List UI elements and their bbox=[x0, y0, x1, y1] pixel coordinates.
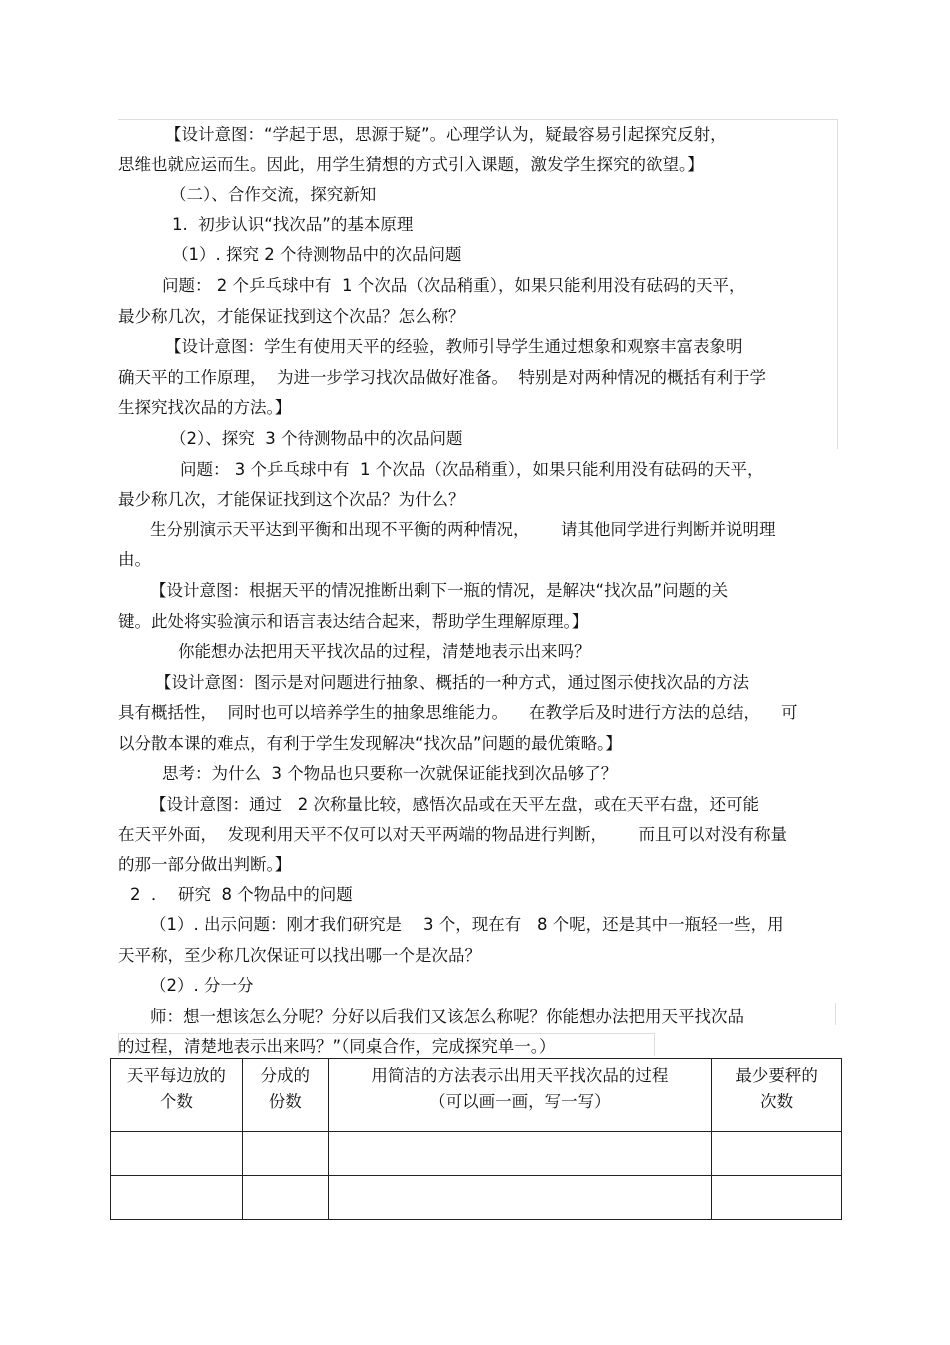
table-cell[interactable] bbox=[328, 1176, 711, 1220]
subsection-heading: （1）. 探究 2 个待测物品中的次品问题 bbox=[172, 245, 462, 264]
worksheet-table bbox=[110, 1058, 842, 1220]
header-cell-min-weighings bbox=[712, 1059, 842, 1132]
header-line: 个数 bbox=[159, 1092, 193, 1111]
subsection-heading: （2）、探究 3 个待测物品中的次品问题 bbox=[170, 429, 463, 448]
text-line: 【设计意图：图示是对问题进行抽象、概括的一种方式，通过图示使找次品的方法 bbox=[155, 673, 749, 692]
header-cell-process bbox=[328, 1059, 711, 1132]
text-line: 思维也就应运而生。因此，用学生猜想的方式引入课题，激发学生探究的欲望。】 bbox=[118, 155, 704, 174]
frame-line-top bbox=[118, 119, 838, 120]
text-line: 最少称几次，才能保证找到这个次品？为什么？ bbox=[118, 490, 465, 509]
text-line: 生探究找次品的方法。】 bbox=[118, 398, 292, 417]
subsection-heading: 2 ． 研究 8 个物品中的问题 bbox=[130, 885, 353, 904]
text-line: 【设计意图：通过 2 次称量比较，感悟次品或在天平左盘，或在天平右盘，还可能 bbox=[150, 795, 759, 814]
text-line: 确天平的工作原理， 为进一步学习找次品做好准备。 特别是对两种情况的概括有利于学 bbox=[118, 368, 766, 387]
text-line: 在天平外面， 发现利用天平不仅可以对天平两端的物品进行判断， 而且可以对没有称量 bbox=[118, 825, 787, 844]
subsection-heading: （2）. 分一分 bbox=[150, 976, 254, 995]
text-line: 最少称几次，才能保证找到这个次品？怎么称？ bbox=[118, 307, 465, 326]
table-cell[interactable] bbox=[111, 1176, 243, 1220]
text-line: 天平称，至少称几次保证可以找出哪一个是次品？ bbox=[118, 946, 481, 965]
header-line: 最少要秤的 bbox=[735, 1066, 818, 1085]
text-line: 你能想办法把用天平找次品的过程，清楚地表示出来吗？ bbox=[178, 642, 591, 661]
header-line: （可以画一画，写一写） bbox=[429, 1092, 611, 1111]
text-line: 思考：为什么 3 个物品也只要称一次就保证能找到次品够了？ bbox=[162, 764, 618, 783]
table-cell[interactable] bbox=[712, 1176, 842, 1220]
text-line: 的过程，清楚地表示出来吗？”（同桌合作，完成探究单一。） bbox=[118, 1037, 556, 1056]
text-line: 【设计意图：根据天平的情况推断出剩下一瓶的情况，是解决“找次品”问题的关 bbox=[150, 581, 729, 600]
text-line: 问题： 2 个乒乓球中有 1 个次品（次品稍重），如果只能利用没有砝码的天平， bbox=[162, 276, 746, 295]
text-line: 的那一部分做出判断。】 bbox=[118, 855, 292, 874]
text-line: 生分别演示天平达到平衡和出现不平衡的两种情况， 请其他同学进行判断并说明理 bbox=[150, 520, 776, 539]
header-cell-per-side-count bbox=[111, 1059, 243, 1132]
table-cell[interactable] bbox=[242, 1132, 328, 1176]
text-line: （1）. 出示问题：刚才我们研究是 3 个，现在有 8 个呢，还是其中一瓶轻一些，用 bbox=[150, 915, 784, 934]
text-line: 问题： 3 个乒乓球中有 1 个次品（次品稍重），如果只能利用没有砝码的天平， bbox=[180, 460, 764, 479]
table-cell[interactable] bbox=[242, 1176, 328, 1220]
header-line: 分成的 bbox=[260, 1066, 310, 1085]
header-cell-group-count bbox=[242, 1059, 328, 1132]
header-line: 次数 bbox=[760, 1092, 794, 1111]
section-heading: （二）、合作交流，探究新知 bbox=[170, 185, 377, 204]
frame-line-right-lower bbox=[835, 1003, 836, 1025]
table-row bbox=[111, 1132, 842, 1176]
subsection-heading: 1. 初步认识“找次品”的基本原理 bbox=[172, 215, 414, 234]
table-cell[interactable] bbox=[328, 1132, 711, 1176]
text-line: 键。此处将实验演示和语言表达结合起来，帮助学生理解原理。】 bbox=[118, 612, 589, 631]
header-line: 天平每边放的 bbox=[126, 1066, 226, 1085]
table-header-row bbox=[111, 1059, 842, 1132]
text-line: 【设计意图：学生有使用天平的经验，教师引导学生通过想象和观察丰富表象明 bbox=[165, 337, 743, 356]
text-line: 具有概括性， 同时也可以培养学生的抽象思维能力。 在教学后及时进行方法的总结， 可 bbox=[118, 703, 798, 722]
header-line: 份数 bbox=[268, 1092, 302, 1111]
table-row bbox=[111, 1176, 842, 1220]
text-line: 【设计意图：“学起于思，思源于疑”。心理学认为，疑最容易引起探究反射， bbox=[165, 125, 727, 144]
text-line: 以分散本课的难点，有利于学生发现解决“找次品”问题的最优策略。】 bbox=[118, 734, 622, 753]
text-line: 师：想一想该怎么分呢？分好以后我们又该怎么称呢？你能想办法把用天平找次品 bbox=[150, 1007, 744, 1026]
table-cell[interactable] bbox=[712, 1132, 842, 1176]
frame-line-right bbox=[837, 119, 838, 449]
table-cell[interactable] bbox=[111, 1132, 243, 1176]
header-line: 用简洁的方法表示出用天平找次品的过程 bbox=[371, 1066, 669, 1085]
text-line: 由。 bbox=[118, 550, 151, 569]
